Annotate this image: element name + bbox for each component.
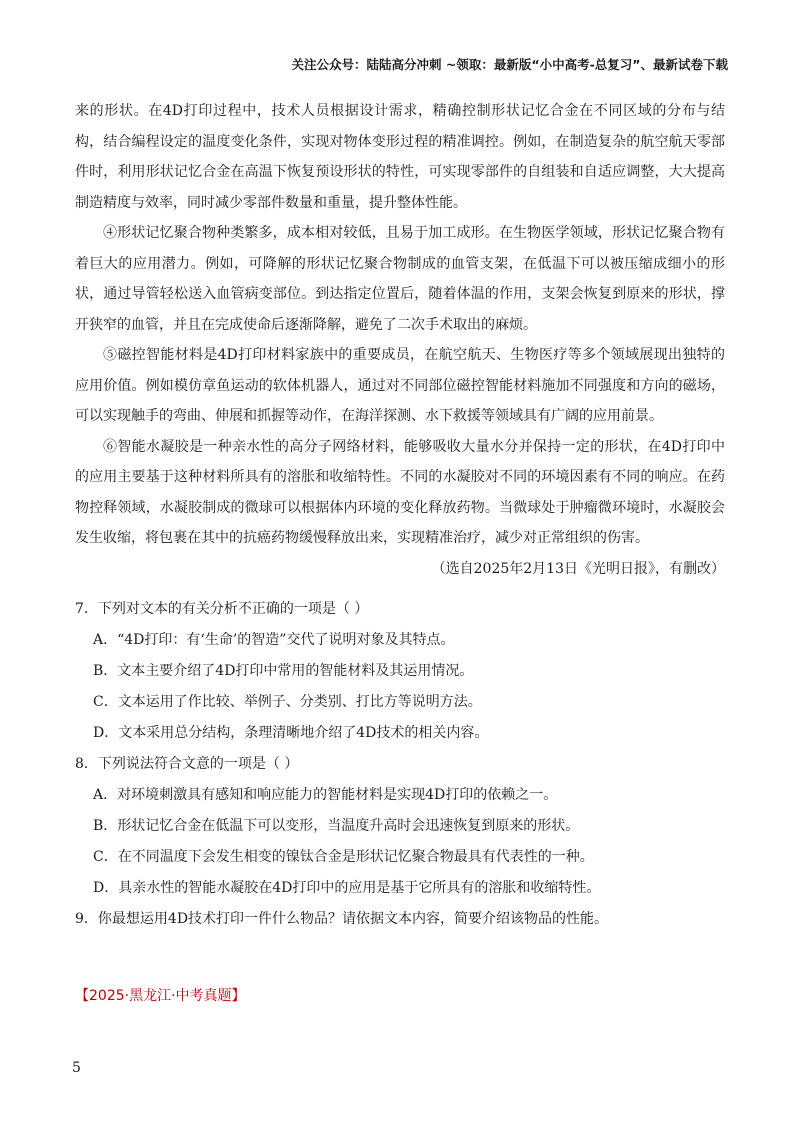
answer-option: B．形状记忆合金在低温下可以变形，当温度升高时会迅速恢复到原来的形状。	[93, 818, 580, 834]
article-paragraph: ⑤磁控智能材料是4D打印材料家族中的重要成员，在航空航天、生物医疗等多个领域展现出独特的应用价值。例如模仿章鱼运动的软体机器人，通过对不同部位磁控智能材料施加不同强度和方向的磁场，可以实现触手的弯曲、伸展和抓握等动作，在海洋探测、水下救援等领域具有广阔的应用前景。	[75, 347, 725, 424]
question-stem: 7．下列对文本的有关分析不正确的一项是（ ）	[75, 601, 369, 617]
question-9	[75, 904, 725, 935]
article-source: （选自2025年2月13日《光明日报》，有删改）	[431, 560, 725, 577]
article-paragraph: ⑥智能水凝胶是一种亲水性的高分子网络材料，能够吸收大量水分并保持一定的形状，在4D打印中的应用主要基于这种材料所具有的溶胀和收缩特性。不同的水凝胶对不同的环境因素有不同的响应。在药物控释领域，水凝胶制成的微球可以根据体内环境的变化释放药物。当微球处于肿瘤微环境时，水凝胶会发生收缩，将包裹在其中的抗癌药物缓慢释放出来，实现精准治疗，减少对正常组织的伤害。	[75, 438, 725, 546]
answer-option: D．文本采用总分结构，条理清晰地介绍了4D技术的相关内容。	[93, 725, 489, 741]
question-7	[75, 594, 725, 749]
page-number: 5	[72, 1060, 81, 1076]
article-body	[75, 96, 725, 584]
question-8	[75, 749, 725, 904]
question-stem: 9．你最想运用4D技术打印一件什么物品？请依据文本内容，简要介绍该物品的性能。	[75, 911, 609, 927]
answer-option: C．在不同温度下会发生相变的镍钛合金是形状记忆聚合物最具有代表性的一种。	[93, 849, 594, 865]
answer-option: B．文本主要介绍了4D打印中常用的智能材料及其运用情况。	[93, 663, 474, 679]
question-stem: 8．下列说法符合文意的一项是（ ）	[75, 756, 299, 772]
page-header: 关注公众号：陆陆高分冲刺 ~领取：最新版“小中高考-总复习”、最新试卷下载	[291, 57, 728, 72]
article-paragraph: ④形状记忆聚合物种类繁多，成本相对较低，且易于加工成形。在生物医学领域，形状记忆聚合物有着巨大的应用潜力。例如，可降解的形状记忆聚合物制成的血管支架，在低温下可以被压缩成细小的形状，通过导管轻松送入血管病变部位。到达指定位置后，随着体温的作用，支架会恢复到原来的形状，撑开狭窄的血管，并且在完成使命后逐渐降解，避免了二次手术取出的麻烦。	[75, 225, 725, 333]
answer-option: A．“4D打印：有‘生命’的智造”交代了说明对象及其特点。	[93, 632, 455, 648]
answer-option: A．对环境刺激具有感知和响应能力的智能材料是实现4D打印的依赖之一。	[93, 787, 558, 803]
answer-option: D．具亲水性的智能水凝胶在4D打印中的应用是基于它所具有的溶胀和收缩特性。	[93, 880, 601, 896]
question-list	[75, 594, 725, 935]
answer-option: C．文本运用了作比较、举例子、分类别、打比方等说明方法。	[93, 694, 482, 710]
section-tag: 【2025·黑龙江·中考真题】	[75, 988, 246, 1004]
article-paragraph: 来的形状。在4D打印过程中，技术人员根据设计需求，精确控制形状记忆合金在不同区域的分布与结构，结合编程设定的温度变化条件，实现对物体变形过程的精准调控。例如，在制造复杂的航空航天零部件时，利用形状记忆合金在高温下恢复预设形状的特性，可实现零部件的自组装和自适应调整，大大提高制造精度与效率，同时减少零部件数量和重量，提升整体性能。	[75, 103, 725, 211]
